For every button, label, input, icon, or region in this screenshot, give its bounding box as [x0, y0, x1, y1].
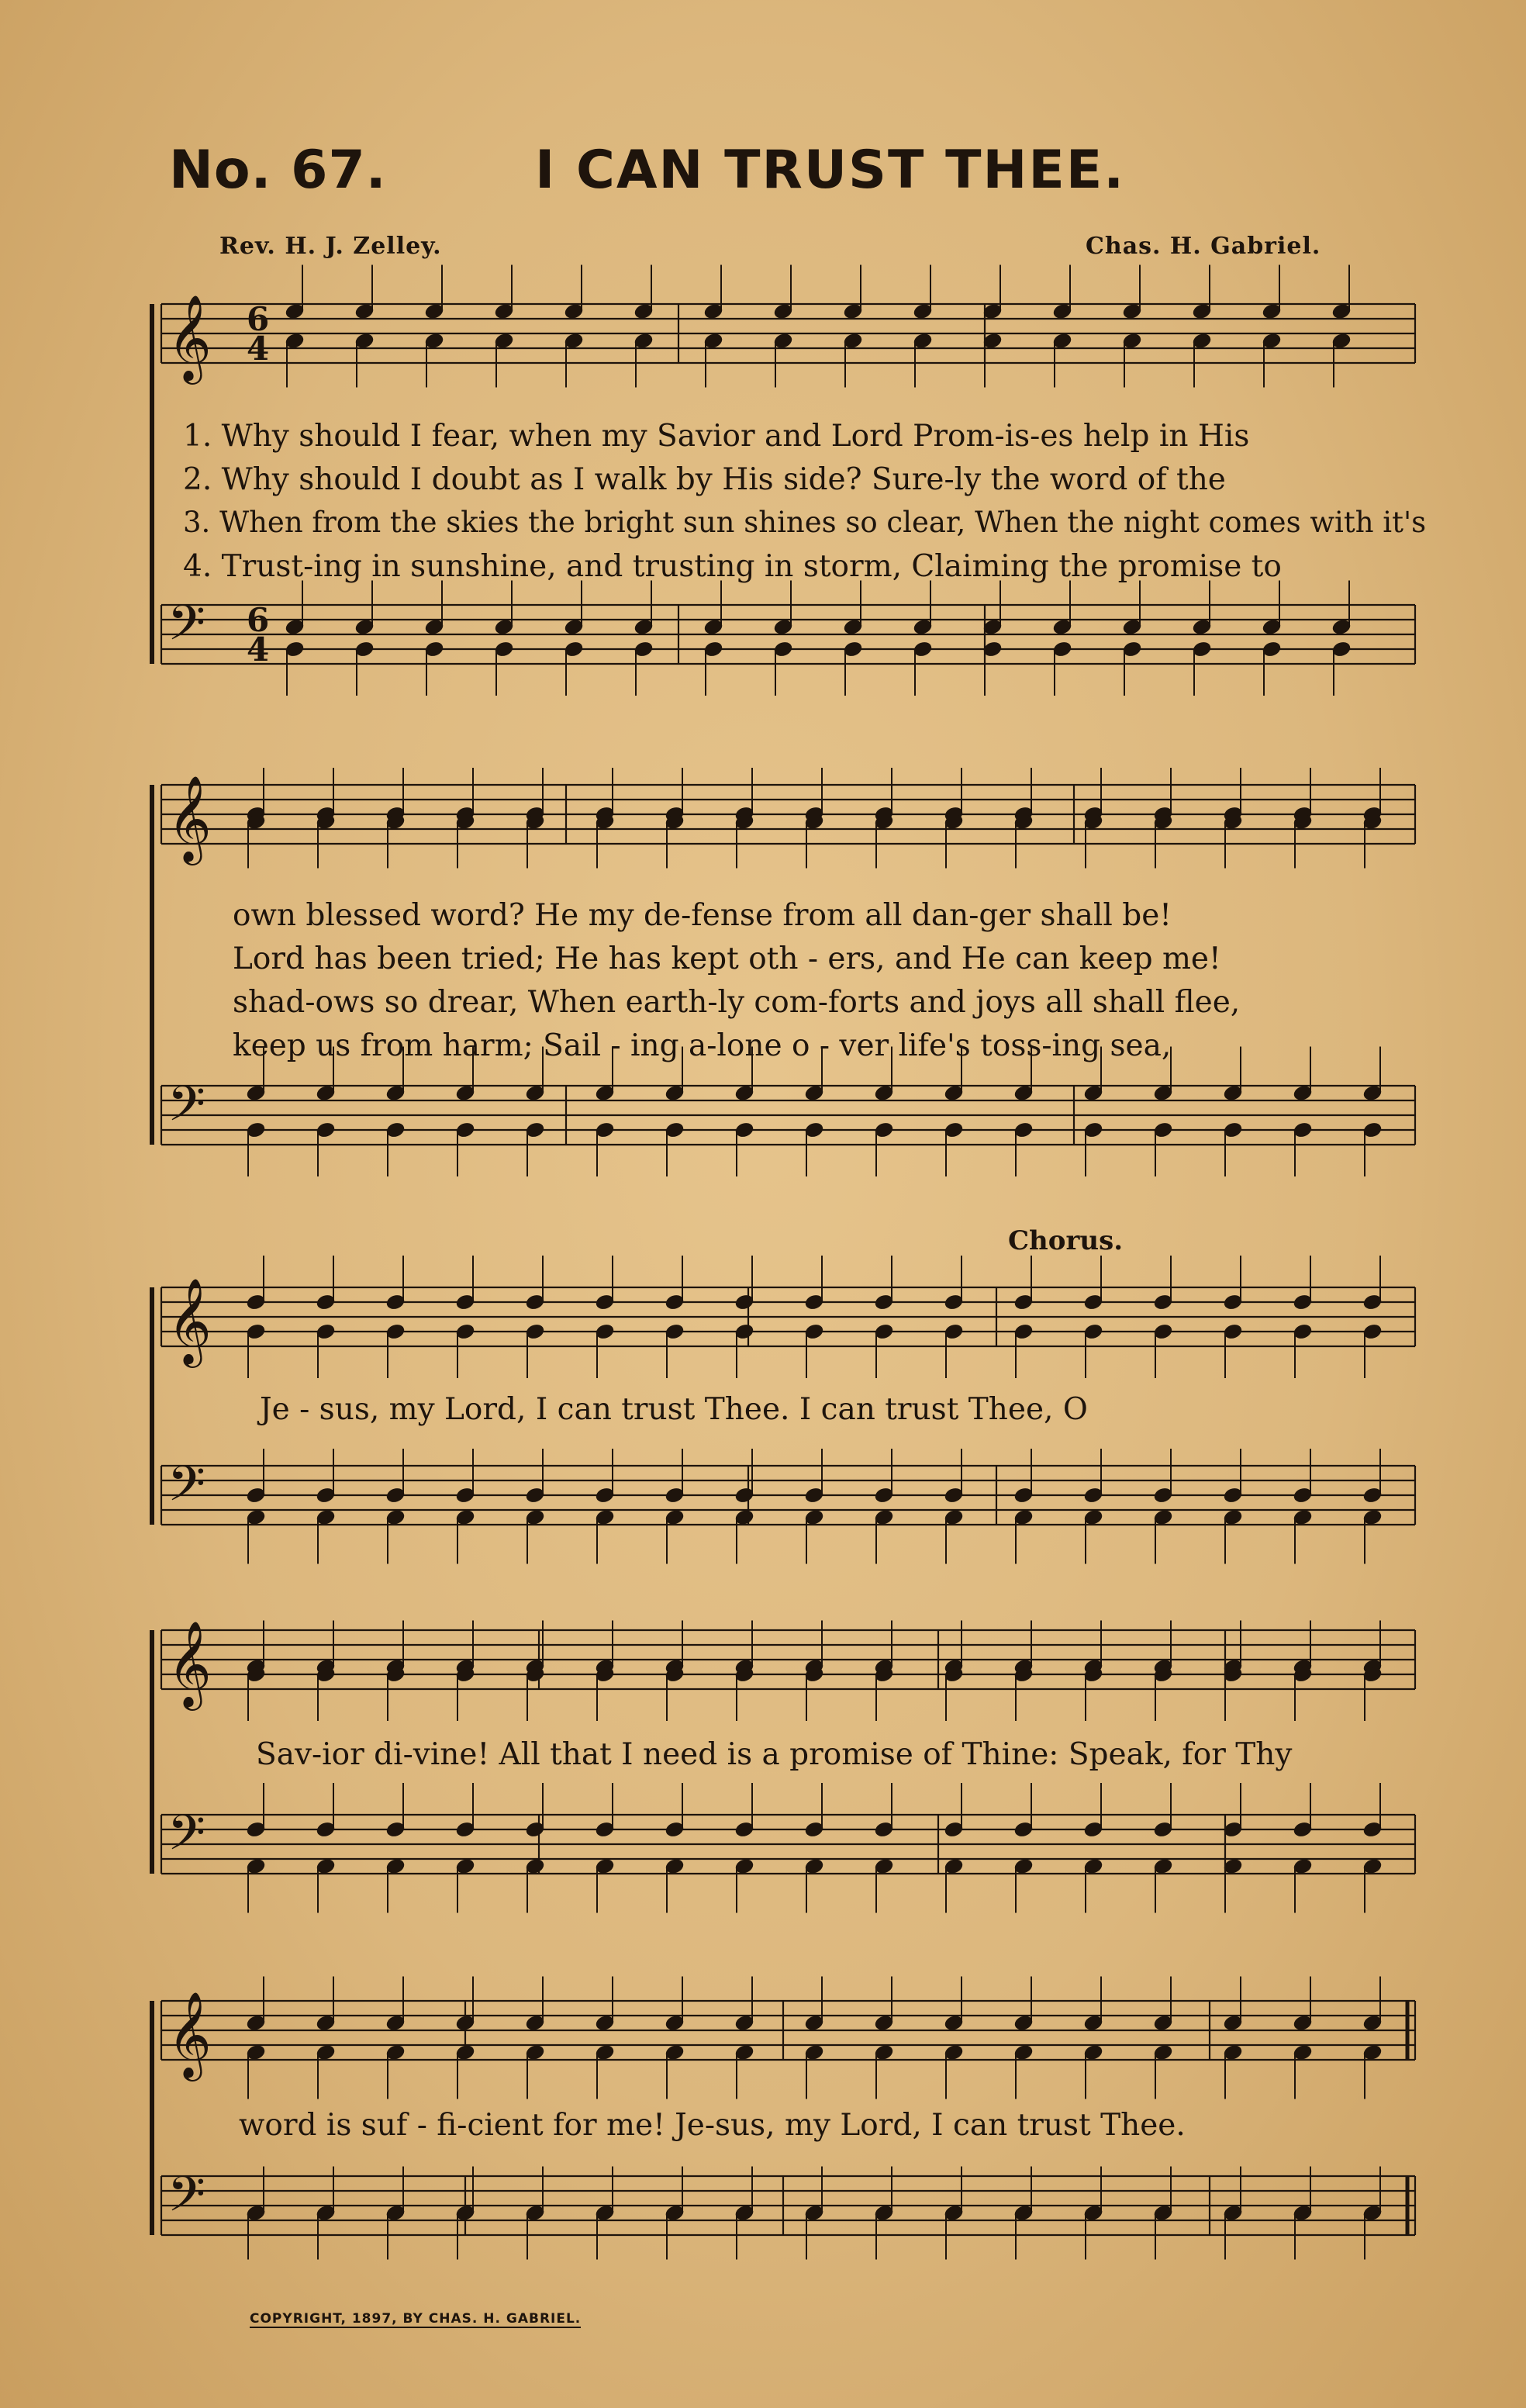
lyricist-credit: Rev. H. J. Zelley. — [219, 233, 442, 260]
chorus-line-3: word is suf - fi-cient for me! Je-sus, my Lord, I can trust Thee. — [239, 2108, 1186, 2143]
hymn-number: No. 67. — [169, 140, 387, 201]
svg-text:𝄞: 𝄞 — [167, 1991, 212, 2078]
chorus-line-2: Sav-ior di-vine! All that I need is a promise of Thine: Speak, for Thy — [256, 1737, 1293, 1772]
svg-text:4: 4 — [247, 330, 270, 368]
svg-text:𝄢: 𝄢 — [167, 1804, 205, 1873]
verse-1-line-b: own blessed word? He my de-fense from all dan-ger shall be! — [233, 898, 1172, 933]
verse-4-line-a: 4. Trust-ing in sunshine, and trusting in storm, Claiming the promise to — [183, 549, 1282, 584]
svg-text:𝄢: 𝄢 — [167, 1455, 205, 1524]
copyright-notice: COPYRIGHT, 1897, BY CHAS. H. GABRIEL. — [250, 2311, 582, 2327]
verse-2-line-a: 2. Why should I doubt as I walk by His side? Sure-ly the word of the — [183, 462, 1226, 497]
verse-3-line-b: shad-ows so drear, When earth-ly com-forts and joys all shall flee, — [233, 985, 1241, 1020]
svg-text:𝄞: 𝄞 — [167, 775, 212, 862]
svg-text:𝄞: 𝄞 — [167, 1620, 212, 1707]
svg-text:𝄞: 𝄞 — [167, 294, 212, 381]
svg-text:6: 6 — [247, 300, 270, 338]
svg-text:𝄢: 𝄢 — [167, 594, 205, 663]
chorus-label: Chorus. — [1008, 1225, 1124, 1256]
chorus-line-1: Je - sus, my Lord, I can trust Thee. I can trust Thee, O — [260, 1392, 1088, 1427]
hymn-title: I CAN TRUST THEE. — [535, 140, 1126, 201]
verse-1-line-a: 1. Why should I fear, when my Savior and Lord Prom-is-es help in His — [183, 419, 1250, 454]
svg-text:6: 6 — [247, 601, 270, 639]
verse-2-line-b: Lord has been tried; He has kept oth - ers, and He can keep me! — [233, 941, 1221, 976]
svg-text:4: 4 — [247, 631, 270, 669]
svg-text:𝄞: 𝄞 — [167, 1277, 212, 1364]
verse-4-line-b: keep us from harm; Sail - ing a-lone o - ver life's toss-ing sea, — [233, 1028, 1172, 1063]
svg-text:𝄢: 𝄢 — [167, 1075, 205, 1144]
verse-3-line-a: 3. When from the skies the bright sun shines so clear, When the night comes with it's — [183, 506, 1427, 539]
svg-text:𝄢: 𝄢 — [167, 2165, 205, 2234]
composer-credit: Chas. H. Gabriel. — [1086, 233, 1321, 260]
